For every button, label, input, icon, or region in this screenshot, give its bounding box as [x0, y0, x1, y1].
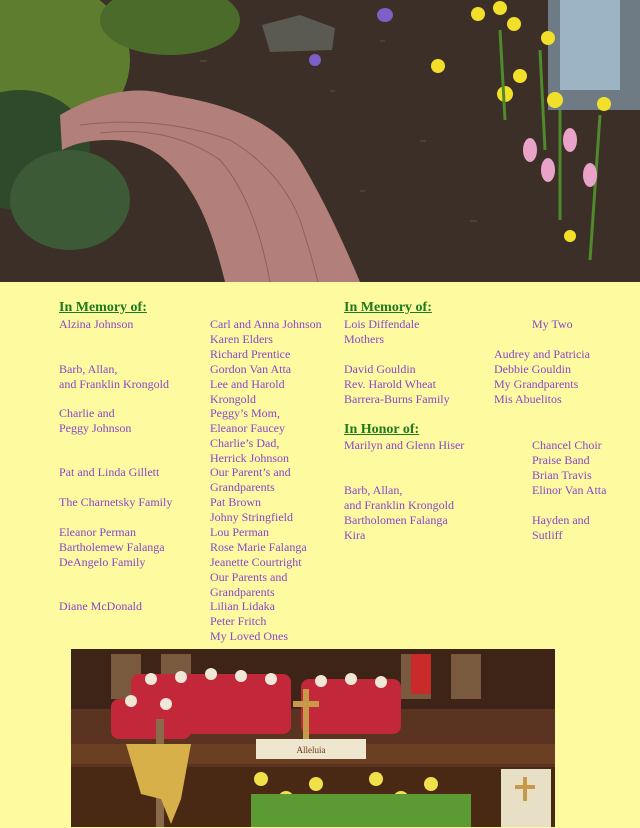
list-item: Carl and Anna Johnson: [210, 317, 322, 331]
list-item: Jeanette Courtright: [210, 555, 302, 569]
list-item: Grandparents: [210, 480, 275, 494]
list-item: Charlie’s Dad,: [210, 436, 280, 450]
alleluia-banner: Alleluia: [296, 745, 326, 755]
list-item: Kira: [344, 528, 366, 542]
list-item: Barb, Allan,: [59, 362, 118, 376]
in-memory-heading-right: In Memory of:: [344, 300, 432, 315]
list-item: Pat and Linda Gillett: [59, 465, 160, 479]
list-item: Pat Brown: [210, 495, 261, 509]
list-item: Hayden and: [532, 513, 590, 527]
dedications-section: [0, 282, 640, 647]
list-item: Barrera-Burns Family: [344, 392, 450, 406]
list-item: Rose Marie Falanga: [210, 540, 307, 554]
list-item: Peggy’s Mom,: [210, 406, 281, 420]
list-item: David Gouldin: [344, 362, 416, 376]
list-item: Peter Fritch: [210, 614, 267, 628]
church-choir-photo: [71, 649, 555, 827]
in-honor-heading: In Honor of:: [344, 422, 420, 437]
list-item: Richard Prentice: [210, 347, 291, 361]
list-item: Lilian Lidaka: [210, 599, 275, 613]
list-item: Praise Band: [532, 453, 590, 467]
list-item: Lou Perman: [210, 525, 269, 539]
list-item: and Franklin Krongold: [344, 498, 454, 512]
in-memory-heading: In Memory of:: [59, 300, 147, 315]
list-item: Lois Diffendale: [344, 317, 420, 331]
list-item: Barb, Allan,: [344, 483, 403, 497]
list-item: Grandparents: [210, 585, 275, 599]
list-item: Elinor Van Atta: [532, 483, 607, 497]
list-item: Lee and Harold: [210, 377, 285, 391]
list-item: Herrick Johnson: [210, 451, 289, 465]
list-item: Bartholemew Falanga: [59, 540, 165, 554]
list-item: Alzina Johnson: [59, 317, 134, 331]
list-item: Mis Abuelitos: [494, 392, 562, 406]
list-item: Peggy Johnson: [59, 421, 132, 435]
list-item: My Two: [532, 317, 573, 331]
list-item: Our Parents and: [210, 570, 288, 584]
list-item: Brian Travis: [532, 468, 592, 482]
list-item: The Charnetsky Family: [59, 495, 173, 509]
list-item: My Loved Ones: [210, 629, 288, 643]
list-item: Krongold: [210, 392, 256, 406]
list-item: Debbie Gouldin: [494, 362, 571, 376]
list-item: Charlie and: [59, 406, 115, 420]
list-item: Eleanor Perman: [59, 525, 136, 539]
list-item: Diane McDonald: [59, 599, 142, 613]
list-item: Bartholomen Falanga: [344, 513, 448, 527]
list-item: Rev. Harold Wheat: [344, 377, 436, 391]
list-item: Karen Elders: [210, 332, 273, 346]
list-item: Marilyn and Glenn Hiser: [344, 438, 465, 452]
list-item: Johny Stringfield: [210, 510, 293, 524]
list-item: Audrey and Patricia: [494, 347, 590, 361]
garden-path-photo: [0, 0, 640, 282]
list-item: DeAngelo Family: [59, 555, 146, 569]
list-item: My Grandparents: [494, 377, 579, 391]
list-item: Sutliff: [532, 528, 563, 542]
list-item: Mothers: [344, 332, 384, 346]
list-item: Eleanor Faucey: [210, 421, 285, 435]
list-item: Our Parent’s and: [210, 465, 291, 479]
list-item: and Franklin Krongold: [59, 377, 169, 391]
list-item: Gordon Van Atta: [210, 362, 292, 376]
list-item: Chancel Choir: [532, 438, 602, 452]
